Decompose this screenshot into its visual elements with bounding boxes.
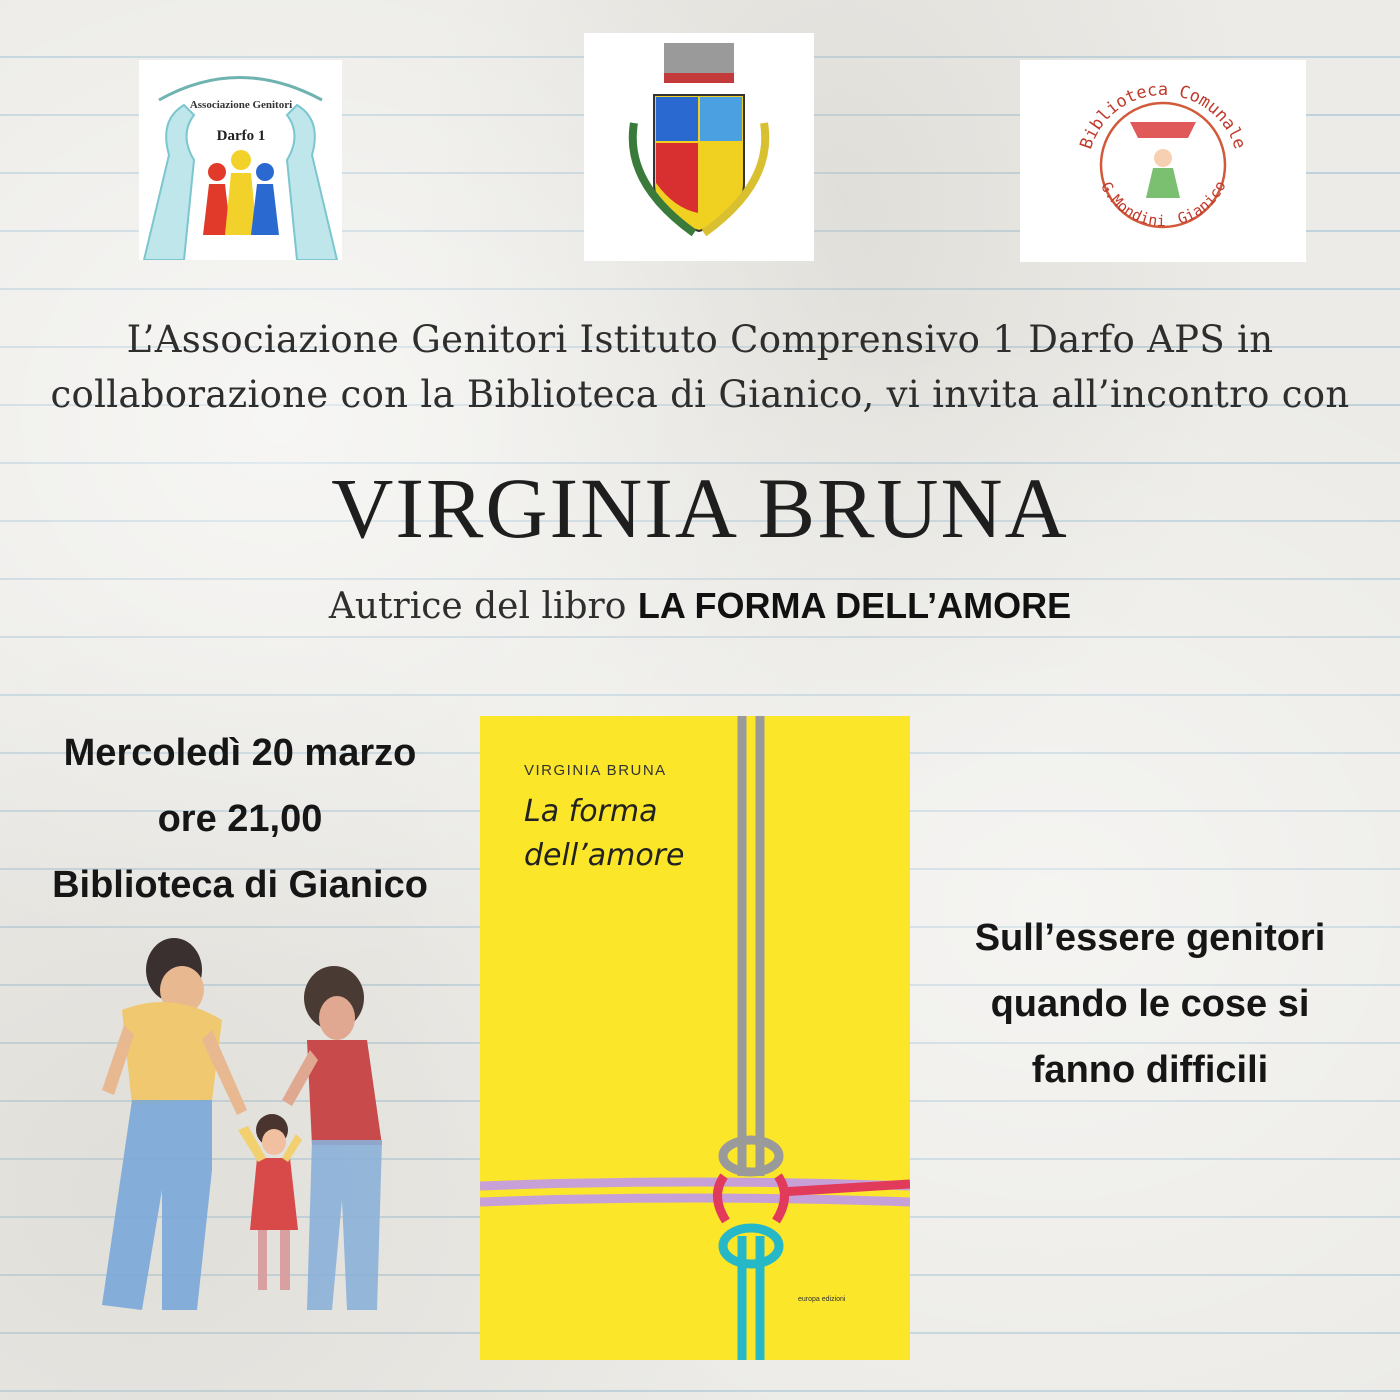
ring-bottom-right-text: Gianico xyxy=(1175,177,1230,228)
book-title-line-1: La forma xyxy=(524,794,658,829)
event-date: Mercoledì 20 marzo xyxy=(63,732,417,774)
event-time: ore 21,00 xyxy=(157,798,323,840)
subtitle-prefix: Autrice del libro xyxy=(328,586,627,627)
book-author: VIRGINIA BRUNA xyxy=(524,762,667,779)
publisher-logo: europa edizioni xyxy=(798,1296,846,1303)
biblioteca-comunale-logo xyxy=(1020,60,1306,262)
book-cover xyxy=(480,716,910,1360)
intro-line-2: collaborazione con la Biblioteca di Gianico, vi invita all’incontro con xyxy=(50,373,1350,416)
book-title xyxy=(524,790,724,878)
book-title-line-2: dell’amore xyxy=(524,838,685,873)
tagline-line-1: Sull’essere genitori xyxy=(974,917,1326,959)
logo-center-text: Darfo 1 xyxy=(216,128,266,144)
ring-top-text: Biblioteca Comunale xyxy=(1076,80,1250,152)
subtitle-book-title: LA FORMA DELL’AMORE xyxy=(637,585,1072,626)
book-subtitle xyxy=(0,585,1400,627)
tagline-line-2: quando le cose si xyxy=(990,983,1310,1025)
family-illustration xyxy=(62,930,422,1350)
coat-of-arms-icon xyxy=(584,33,814,261)
event-place: Biblioteca di Gianico xyxy=(52,864,428,906)
intro-text xyxy=(0,312,1400,422)
event-details xyxy=(30,720,450,918)
intro-line-1: L’Associazione Genitori Istituto Comprensivo 1 Darfo APS in xyxy=(126,318,1274,361)
coat-of-arms-logo xyxy=(584,33,814,261)
associazione-genitori-logo xyxy=(139,60,342,260)
speaker-name: VIRGINIA BRUNA xyxy=(331,460,1069,556)
logo-top-text: Associazione Genitori xyxy=(189,99,293,111)
ring-bottom-left-text: G.Mondini xyxy=(1097,178,1167,231)
tagline-line-3: fanno difficili xyxy=(1031,1049,1269,1091)
tagline xyxy=(955,905,1345,1103)
